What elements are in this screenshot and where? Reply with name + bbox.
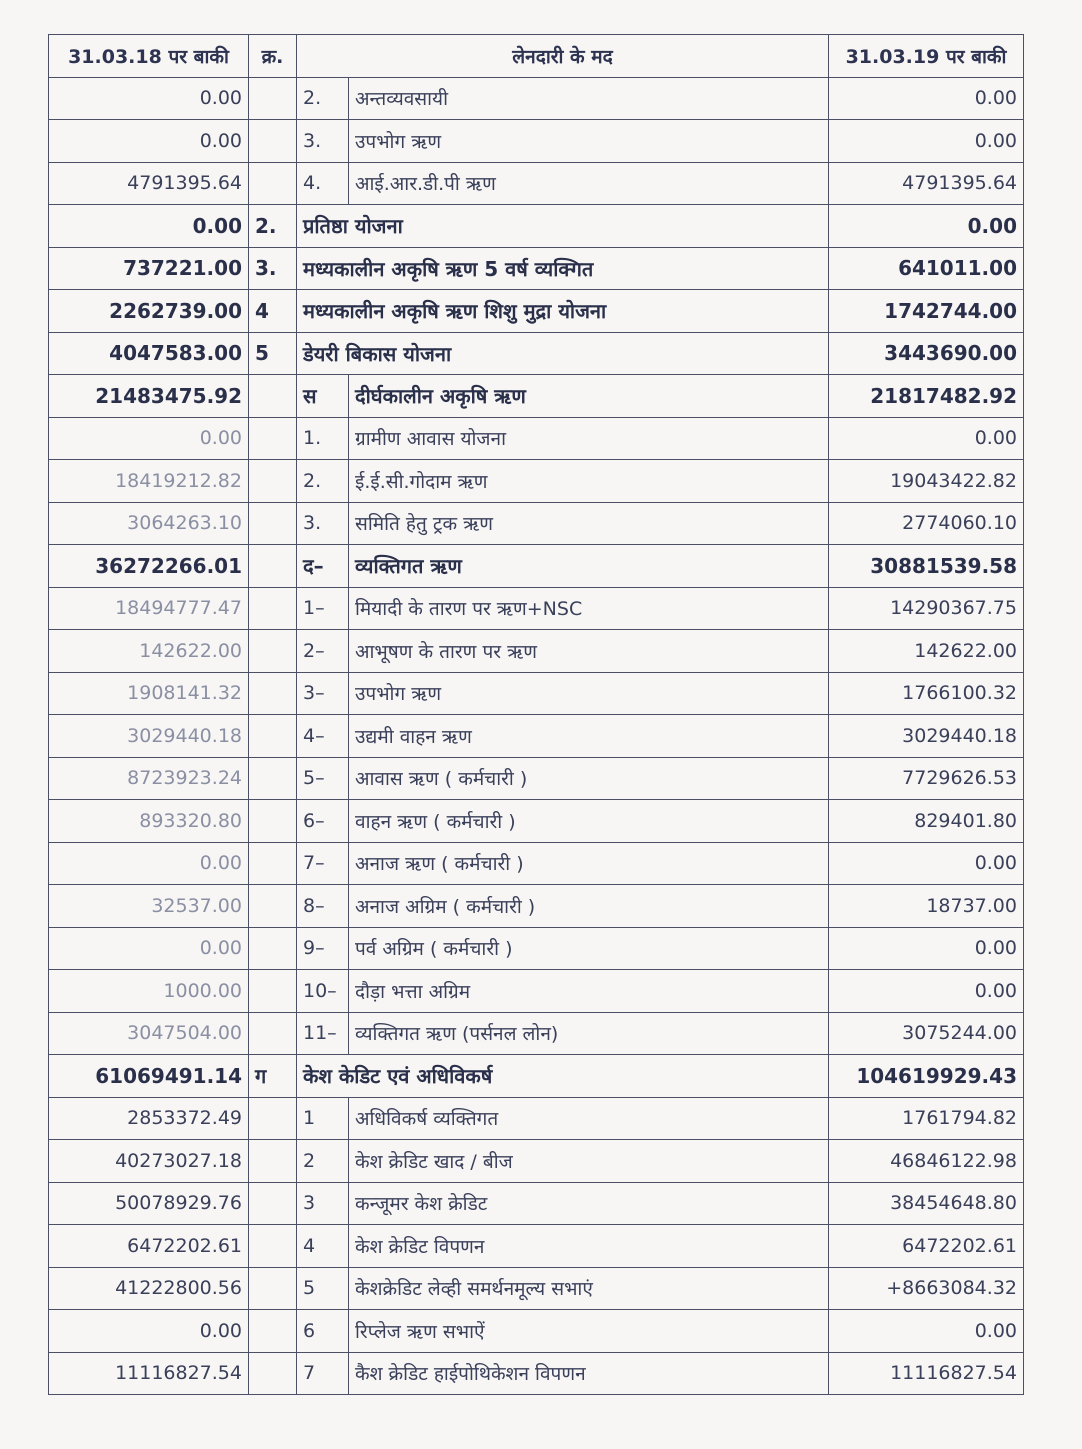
curr-balance-cell: 0.00 — [829, 120, 1024, 163]
item-name-cell: अनाज अग्रिम ( कर्मचारी ) — [349, 885, 829, 928]
prev-balance-cell: 0.00 — [49, 1310, 249, 1353]
prev-balance-cell: 4791395.64 — [49, 162, 249, 205]
prev-balance-cell: 2853372.49 — [49, 1097, 249, 1140]
prev-balance-cell: 0.00 — [49, 120, 249, 163]
item-serial-cell: 3. — [297, 120, 349, 163]
item-serial-cell: 11– — [297, 1012, 349, 1055]
curr-balance-cell: 0.00 — [829, 417, 1024, 460]
group-serial-cell — [249, 885, 297, 928]
curr-balance-cell: 19043422.82 — [829, 460, 1024, 503]
item-name-cell: रिप्लेज ऋण सभाऐं — [349, 1310, 829, 1353]
group-serial-cell: 5 — [249, 332, 297, 375]
table-row — [49, 205, 1024, 248]
group-serial-cell — [249, 970, 297, 1013]
table-row — [49, 1182, 1024, 1225]
header-prev-balance: 31.03.18 पर बाकी — [49, 35, 249, 78]
prev-balance-cell: 3064263.10 — [49, 502, 249, 545]
curr-balance-cell: 11116827.54 — [829, 1352, 1024, 1395]
table-row — [49, 1097, 1024, 1140]
group-serial-cell — [249, 672, 297, 715]
prev-balance-cell: 1000.00 — [49, 970, 249, 1013]
item-serial-cell: 5– — [297, 757, 349, 800]
item-name-cell: वाहन ऋण ( कर्मचारी ) — [349, 800, 829, 843]
item-name-cell: केश क्रेडिट खाद / बीज — [349, 1140, 829, 1183]
table-row — [49, 162, 1024, 205]
item-name-cell: कैश क्रेडिट हाईपोथिकेशन विपणन — [349, 1352, 829, 1395]
table-row — [49, 290, 1024, 333]
item-serial-cell: 3 — [297, 1182, 349, 1225]
group-serial-cell: 3. — [249, 247, 297, 290]
item-name-cell: केश क्रेडिट विपणन — [349, 1225, 829, 1268]
group-serial-cell — [249, 162, 297, 205]
table-row — [49, 715, 1024, 758]
curr-balance-cell: 21817482.92 — [829, 375, 1024, 418]
table-row — [49, 332, 1024, 375]
group-serial-cell: 4 — [249, 290, 297, 333]
item-serial-cell: 1– — [297, 587, 349, 630]
table-row — [49, 375, 1024, 418]
item-name-cell: डेयरी बिकास योजना — [297, 332, 829, 375]
item-name-cell: उपभोग ऋण — [349, 120, 829, 163]
prev-balance-cell: 41222800.56 — [49, 1267, 249, 1310]
item-name-cell: पर्व अग्रिम ( कर्मचारी ) — [349, 927, 829, 970]
item-name-cell: ग्रामीण आवास योजना — [349, 417, 829, 460]
curr-balance-cell: 142622.00 — [829, 630, 1024, 673]
prev-balance-cell: 40273027.18 — [49, 1140, 249, 1183]
curr-balance-cell: 829401.80 — [829, 800, 1024, 843]
table-row — [49, 885, 1024, 928]
table-row — [49, 1267, 1024, 1310]
item-serial-cell: 3. — [297, 502, 349, 545]
item-name-cell: समिति हेतु ट्रक ऋण — [349, 502, 829, 545]
curr-balance-cell: 46846122.98 — [829, 1140, 1024, 1183]
item-serial-cell: द– — [297, 545, 349, 588]
prev-balance-cell: 3029440.18 — [49, 715, 249, 758]
item-name-cell: उद्यमी वाहन ऋण — [349, 715, 829, 758]
table-row — [49, 417, 1024, 460]
curr-balance-cell: 104619929.43 — [829, 1055, 1024, 1098]
prev-balance-cell: 2262739.00 — [49, 290, 249, 333]
item-serial-cell: 5 — [297, 1267, 349, 1310]
ledger-body — [49, 77, 1024, 1395]
item-name-cell: व्यक्तिगत ऋण (पर्सनल लोन) — [349, 1012, 829, 1055]
prev-balance-cell: 1908141.32 — [49, 672, 249, 715]
item-name-cell: कन्जूमर केश क्रेडिट — [349, 1182, 829, 1225]
table-row — [49, 1012, 1024, 1055]
curr-balance-cell: 18737.00 — [829, 885, 1024, 928]
curr-balance-cell: 2774060.10 — [829, 502, 1024, 545]
item-name-cell: उपभोग ऋण — [349, 672, 829, 715]
prev-balance-cell: 893320.80 — [49, 800, 249, 843]
table-row — [49, 1352, 1024, 1395]
item-serial-cell: 2 — [297, 1140, 349, 1183]
item-name-cell: अन्तव्यवसायी — [349, 77, 829, 120]
item-serial-cell: 10– — [297, 970, 349, 1013]
item-name-cell: आवास ऋण ( कर्मचारी ) — [349, 757, 829, 800]
item-serial-cell: स — [297, 375, 349, 418]
item-name-cell: प्रतिष्ठा योजना — [297, 205, 829, 248]
item-name-cell: केशक्रेडिट लेव्ही समर्थनमूल्य सभाएं — [349, 1267, 829, 1310]
item-serial-cell: 6 — [297, 1310, 349, 1353]
prev-balance-cell: 0.00 — [49, 205, 249, 248]
prev-balance-cell: 0.00 — [49, 927, 249, 970]
group-serial-cell — [249, 460, 297, 503]
curr-balance-cell: 38454648.80 — [829, 1182, 1024, 1225]
item-name-cell: केश केडिट एवं अधिविकर्ष — [297, 1055, 829, 1098]
item-name-cell: मध्यकालीन अकृषि ऋण 5 वर्ष व्यक्गित — [297, 247, 829, 290]
group-serial-cell — [249, 375, 297, 418]
prev-balance-cell: 6472202.61 — [49, 1225, 249, 1268]
curr-balance-cell: 3075244.00 — [829, 1012, 1024, 1055]
group-serial-cell — [249, 1097, 297, 1140]
prev-balance-cell: 61069491.14 — [49, 1055, 249, 1098]
group-serial-cell — [249, 715, 297, 758]
curr-balance-cell: 0.00 — [829, 77, 1024, 120]
group-serial-cell — [249, 842, 297, 885]
group-serial-cell — [249, 757, 297, 800]
prev-balance-cell: 142622.00 — [49, 630, 249, 673]
table-row — [49, 1055, 1024, 1098]
group-serial-cell — [249, 1012, 297, 1055]
table-row — [49, 927, 1024, 970]
group-serial-cell: 2. — [249, 205, 297, 248]
prev-balance-cell: 0.00 — [49, 842, 249, 885]
curr-balance-cell: 3029440.18 — [829, 715, 1024, 758]
header-item: लेनदारी के मद — [297, 35, 829, 78]
table-row — [49, 800, 1024, 843]
prev-balance-cell: 737221.00 — [49, 247, 249, 290]
prev-balance-cell: 32537.00 — [49, 885, 249, 928]
item-serial-cell: 2. — [297, 460, 349, 503]
item-serial-cell: 1. — [297, 417, 349, 460]
item-serial-cell: 7– — [297, 842, 349, 885]
table-row — [49, 120, 1024, 163]
prev-balance-cell: 21483475.92 — [49, 375, 249, 418]
curr-balance-cell: 1742744.00 — [829, 290, 1024, 333]
table-row — [49, 77, 1024, 120]
item-serial-cell: 2. — [297, 77, 349, 120]
curr-balance-cell: 641011.00 — [829, 247, 1024, 290]
item-name-cell: दौड़ा भत्ता अग्रिम — [349, 970, 829, 1013]
item-name-cell: ई.ई.सी.गोदाम ऋण — [349, 460, 829, 503]
item-serial-cell: 3– — [297, 672, 349, 715]
prev-balance-cell: 18494777.47 — [49, 587, 249, 630]
header-serial: क्र. — [249, 35, 297, 78]
prev-balance-cell: 36272266.01 — [49, 545, 249, 588]
table-row — [49, 630, 1024, 673]
item-name-cell: मियादी के तारण पर ऋण+NSC — [349, 587, 829, 630]
table-row — [49, 672, 1024, 715]
curr-balance-cell: 3443690.00 — [829, 332, 1024, 375]
group-serial-cell — [249, 1310, 297, 1353]
curr-balance-cell: 0.00 — [829, 1310, 1024, 1353]
group-serial-cell — [249, 1352, 297, 1395]
prev-balance-cell: 0.00 — [49, 417, 249, 460]
group-serial-cell — [249, 1225, 297, 1268]
table-row — [49, 460, 1024, 503]
table-row — [49, 842, 1024, 885]
group-serial-cell: ग — [249, 1055, 297, 1098]
prev-balance-cell: 11116827.54 — [49, 1352, 249, 1395]
table-row — [49, 545, 1024, 588]
table-row — [49, 1310, 1024, 1353]
item-serial-cell: 1 — [297, 1097, 349, 1140]
group-serial-cell — [249, 1267, 297, 1310]
group-serial-cell — [249, 1140, 297, 1183]
curr-balance-cell: 4791395.64 — [829, 162, 1024, 205]
table-row — [49, 502, 1024, 545]
curr-balance-cell: 0.00 — [829, 842, 1024, 885]
curr-balance-cell: 0.00 — [829, 205, 1024, 248]
curr-balance-cell: 1761794.82 — [829, 1097, 1024, 1140]
table-row — [49, 1140, 1024, 1183]
curr-balance-cell: 7729626.53 — [829, 757, 1024, 800]
prev-balance-cell: 0.00 — [49, 77, 249, 120]
prev-balance-cell: 18419212.82 — [49, 460, 249, 503]
item-name-cell: आभूषण के तारण पर ऋण — [349, 630, 829, 673]
group-serial-cell — [249, 1182, 297, 1225]
table-row — [49, 970, 1024, 1013]
header-curr-balance: 31.03.19 पर बाकी — [829, 35, 1024, 78]
curr-balance-cell: 14290367.75 — [829, 587, 1024, 630]
item-name-cell: दीर्घकालीन अकृषि ऋण — [349, 375, 829, 418]
item-serial-cell: 2– — [297, 630, 349, 673]
item-serial-cell: 8– — [297, 885, 349, 928]
prev-balance-cell: 4047583.00 — [49, 332, 249, 375]
table-row — [49, 1225, 1024, 1268]
table-row — [49, 587, 1024, 630]
item-serial-cell: 4. — [297, 162, 349, 205]
item-serial-cell: 7 — [297, 1352, 349, 1395]
item-name-cell: आई.आर.डी.पी ऋण — [349, 162, 829, 205]
item-serial-cell: 6– — [297, 800, 349, 843]
group-serial-cell — [249, 502, 297, 545]
header-row — [49, 35, 1024, 78]
item-serial-cell: 9– — [297, 927, 349, 970]
item-name-cell: व्यक्तिगत ऋण — [349, 545, 829, 588]
item-serial-cell: 4– — [297, 715, 349, 758]
prev-balance-cell: 8723923.24 — [49, 757, 249, 800]
item-serial-cell: 4 — [297, 1225, 349, 1268]
group-serial-cell — [249, 77, 297, 120]
group-serial-cell — [249, 120, 297, 163]
curr-balance-cell: 6472202.61 — [829, 1225, 1024, 1268]
group-serial-cell — [249, 587, 297, 630]
group-serial-cell — [249, 630, 297, 673]
group-serial-cell — [249, 545, 297, 588]
ledger-table — [48, 34, 1024, 1395]
curr-balance-cell: 0.00 — [829, 927, 1024, 970]
curr-balance-cell: 0.00 — [829, 970, 1024, 1013]
item-name-cell: अधिविकर्ष व्यक्तिगत — [349, 1097, 829, 1140]
curr-balance-cell: +8663084.32 — [829, 1267, 1024, 1310]
item-name-cell: मध्यकालीन अकृषि ऋण शिशु मुद्रा योजना — [297, 290, 829, 333]
group-serial-cell — [249, 927, 297, 970]
prev-balance-cell: 3047504.00 — [49, 1012, 249, 1055]
item-name-cell: अनाज ऋण ( कर्मचारी ) — [349, 842, 829, 885]
curr-balance-cell: 30881539.58 — [829, 545, 1024, 588]
table-row — [49, 757, 1024, 800]
curr-balance-cell: 1766100.32 — [829, 672, 1024, 715]
group-serial-cell — [249, 417, 297, 460]
table-row — [49, 247, 1024, 290]
group-serial-cell — [249, 800, 297, 843]
prev-balance-cell: 50078929.76 — [49, 1182, 249, 1225]
